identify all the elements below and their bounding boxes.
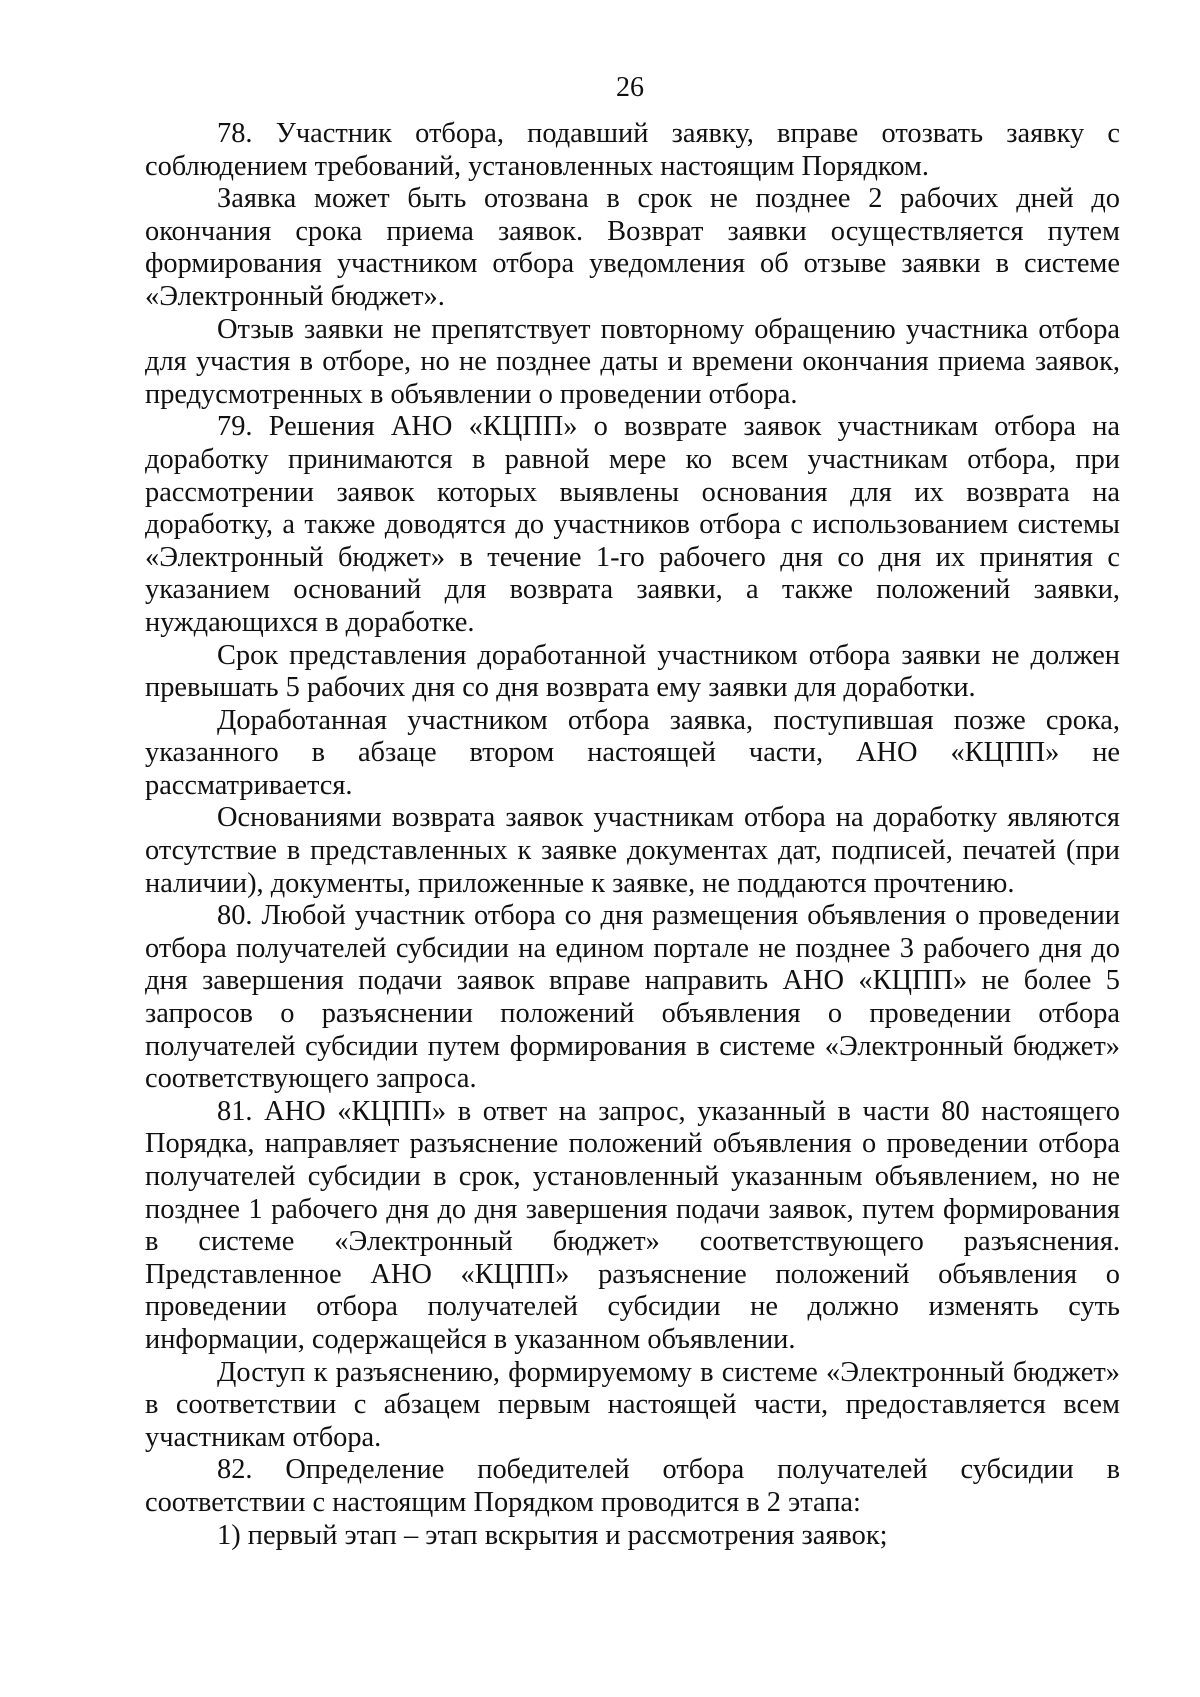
paragraph-79: 79. Решения АНО «КЦПП» о возврате заявок участникам отбора на доработку принимаются в равной мере ко всем участникам отбора, при рассмотрении заявок которых выявлены основания для их возврата на доработку, а также доводятся до участников отбора с использованием системы «Электронный бюджет» в течение 1-го рабочего дня со дня их принятия с указанием оснований для возврата заявки, а также положений заявки, нуждающихся в доработке. [145,411,1120,638]
paragraph-81: 81. АНО «КЦПП» в ответ на запрос, указанный в части 80 настоящего Порядка, направляет разъяснение положений объявления о проведении отбора получателей субсидии в срок, установленный указанным объявлением, но не позднее 1 рабочего дня до дня завершения подачи заявок, путем формирования в системе «Электронный бюджет» соответствующего разъяснения. Представленное АНО «КЦПП» разъяснение положений объявления о проведении отбора получателей субсидии не должно изменять суть информации, содержащейся в указанном объявлении. [145,1095,1120,1355]
paragraph-78: 78. Участник отбора, подавший заявку, вправе отозвать заявку с соблюдением требований, установленных настоящим Порядком. [145,118,1120,182]
paragraph-82: 82. Определение победителей отбора получателей субсидии в соответствии с настоящим Порядком проводится в 2 этапа: [145,1454,1120,1518]
page-number: 26 [616,72,644,103]
paragraph-80: 80. Любой участник отбора со дня размещения объявления о проведении отбора получателей субсидии на едином портале не позднее 3 рабочего дня до дня завершения подачи заявок вправе направить АНО «КЦПП» не более 5 запросов о разъяснении положений объявления о проведении отбора получателей субсидии путем формирования в системе «Электронный бюджет» соответствующего запроса. [145,900,1120,1095]
paragraph-clarification-access: Доступ к разъяснению, формируемому в системе «Электронный бюджет» в соответствии с абзацем первым настоящей части, предоставляется всем участникам отбора. [145,1356,1120,1453]
document-body [145,118,1120,1552]
paragraph-82-stage-1: 1) первый этап – этап вскрытия и рассмотрения заявок; [217,1519,888,1551]
paragraph-late-revision: Доработанная участником отбора заявка, поступившая позже срока, указанного в абзаце втором настоящей части, АНО «КЦПП» не рассматривается. [145,704,1120,801]
paragraph-revision-term: Срок представления доработанной участником отбора заявки не должен превышать 5 рабочих дня со дня возврата ему заявки для доработки. [145,639,1120,704]
paragraph-withdrawal-reapply: Отзыв заявки не препятствует повторному обращению участника отбора для участия в отборе, но не позднее даты и времени окончания приема заявок, предусмотренных в объявлении о проведении отбора. [145,313,1120,410]
paragraph-withdrawal-deadline: Заявка может быть отозвана в срок не позднее 2 рабочих дней до окончания срока приема заявок. Возврат заявки осуществляется путем формирования участником отбора уведомления об отзыве заявки в системе «Электронный бюджет». [145,183,1120,312]
paragraph-return-grounds: Основаниями возврата заявок участникам отбора на доработку являются отсутствие в представленных к заявке документах дат, подписей, печатей (при наличии), документы, приложенные к заявке, не поддаются прочтению. [145,802,1120,899]
